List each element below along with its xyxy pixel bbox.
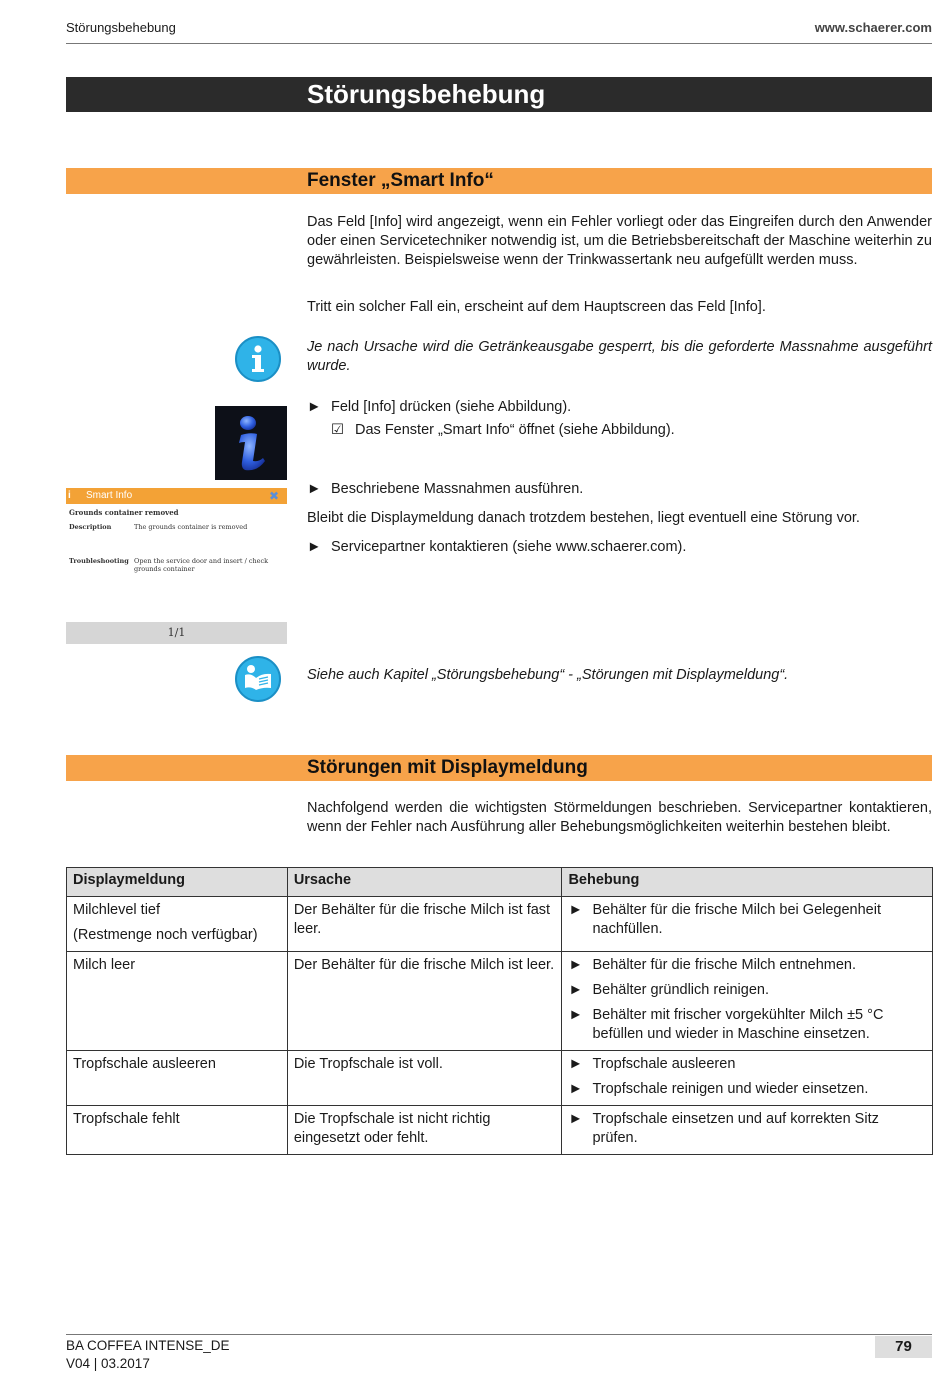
section-title-display-messages: Störungen mit Displaymeldung (307, 757, 588, 778)
screenshot-heading: Grounds container removed (69, 508, 179, 517)
remedy-text: Behälter mit frischer vorgekühlter Milch ±5 °C befüllen und wieder in Maschine einsetzen. (592, 1007, 884, 1042)
note-beverage-blocked: Je nach Ursache wird die Getränkeausgabe gesperrt, bis die geforderte Massnahme ausgeführt wurde. (307, 339, 932, 374)
smart-info-occurrence: Tritt ein solcher Fall ein, erscheint auf dem Hauptscreen das Feld [Info]. (307, 299, 766, 315)
remedy-item (568, 1110, 926, 1148)
screenshot-info-icon: i (68, 490, 71, 501)
remedy-item (568, 901, 926, 939)
step-contact-service (307, 538, 932, 557)
header-cause: Ursache (287, 868, 562, 897)
remark-persisting-message: Bleibt die Displaymeldung danach trotzdem bestehen, liegt eventuell eine Störung vor. (307, 510, 860, 526)
arrow-icon: ► (568, 1007, 583, 1023)
smart-info-intro: Das Feld [Info] wird angezeigt, wenn ein Fehler vorliegt oder das Eingreifen durch den Anwender oder einen Servicetechniker notwendig ist, um die Betriebsbereitschaft der Maschine weiterhin zu gewährleisten. Beispielsweise wenn der Trinkwassertank neu aufgefüllt werden muss. (307, 214, 932, 268)
cell-remedy (562, 952, 933, 1051)
info-button-image (215, 406, 287, 480)
result-window-opens-text: Das Fenster „Smart Info“ öffnet (siehe Abbildung). (355, 422, 675, 438)
footer-document-name: BA COFFEA INTENSE_DE (66, 1338, 230, 1353)
table-row (67, 952, 933, 1051)
manual-reference-icon (235, 656, 281, 702)
footer-version: V04 | 03.2017 (66, 1356, 150, 1371)
footer-divider (66, 1334, 932, 1335)
remedy-text: Tropfschale reinigen und wieder einsetzen. (592, 1081, 869, 1097)
table-row (67, 1106, 933, 1155)
page-number: 79 (875, 1336, 932, 1358)
smart-info-screenshot (66, 488, 287, 644)
table-row (67, 1051, 933, 1106)
screenshot-description-value: The grounds container is removed (134, 523, 248, 531)
arrow-icon: ► (307, 539, 322, 555)
remedy-item (568, 1080, 926, 1099)
remedy-item (568, 981, 926, 1000)
result-window-opens (331, 421, 931, 440)
screenshot-title: Smart Info (86, 490, 133, 501)
arrow-icon: ► (568, 902, 583, 918)
step-press-info-text: Feld [Info] drücken (siehe Abbildung). (331, 399, 572, 415)
remedy-item (568, 1055, 926, 1074)
cell-remedy (562, 897, 933, 952)
info-icon (235, 336, 281, 382)
screenshot-description-label: Description (69, 523, 112, 531)
remedy-text: Behälter für die frische Milch bei Gelegenheit nachfüllen. (592, 902, 881, 937)
remedy-item (568, 1006, 926, 1044)
running-header-title: Störungsbehebung (66, 20, 176, 35)
step-execute-measures-text: Beschriebene Massnahmen ausführen. (331, 481, 584, 497)
remedy-text: Tropfschale ausleeren (592, 1056, 736, 1072)
header-display-message: Displaymeldung (67, 868, 288, 897)
remedy-text: Behälter für die frische Milch entnehmen. (592, 957, 857, 973)
cell-remedy (562, 1051, 933, 1106)
remedy-text: Behälter gründlich reinigen. (592, 982, 769, 998)
cell-message: Milch leer (67, 952, 288, 1051)
cell-cause: Der Behälter für die frische Milch ist fast leer. (287, 897, 562, 952)
arrow-icon: ► (307, 399, 322, 415)
screenshot-pager: 1/1 (66, 622, 287, 644)
header-remedy: Behebung (562, 868, 933, 897)
screenshot-troubleshooting-value: Open the service door and insert / check grounds container (134, 557, 269, 573)
screenshot-close-icon: ✖ (269, 489, 280, 503)
remedy-text: Tropfschale einsetzen und auf korrekten Sitz prüfen. (592, 1111, 879, 1146)
website-link[interactable]: www.schaerer.com (814, 20, 932, 35)
arrow-icon: ► (568, 1081, 583, 1097)
message-note: (Restmenge noch verfügbar) (73, 927, 258, 943)
arrow-icon: ► (568, 1056, 583, 1072)
arrow-icon: ► (568, 1111, 583, 1127)
header-divider (66, 43, 932, 44)
section-bar-smart-info (66, 168, 932, 194)
step-execute-measures (307, 480, 932, 499)
screenshot-troubleshooting-label: Troubleshooting (69, 557, 129, 565)
checkbox-icon: ☑ (331, 422, 344, 438)
arrow-icon: ► (307, 481, 322, 497)
table-row (67, 897, 933, 952)
cell-cause: Die Tropfschale ist voll. (287, 1051, 562, 1106)
chapter-title: Störungsbehebung (307, 79, 546, 109)
error-table (66, 867, 933, 1155)
table-header-row (67, 868, 933, 897)
arrow-icon: ► (568, 957, 583, 973)
step-contact-service-text: Servicepartner kontaktieren (siehe www.schaerer.com). (331, 539, 687, 555)
message-text: Milchlevel tief (73, 902, 161, 918)
cell-cause: Die Tropfschale ist nicht richtig eingesetzt oder fehlt. (287, 1106, 562, 1155)
cell-message: Tropfschale ausleeren (67, 1051, 288, 1106)
remedy-item (568, 956, 926, 975)
display-messages-intro: Nachfolgend werden die wichtigsten Störmeldungen beschrieben. Servicepartner kontaktieren, wenn der Fehler nach Ausführung aller Behebungsmöglichkeiten weiterhin bestehen bleibt. (307, 800, 932, 835)
cell-message (67, 897, 288, 952)
arrow-icon: ► (568, 982, 583, 998)
cell-remedy (562, 1106, 933, 1155)
cell-cause: Der Behälter für die frische Milch ist leer. (287, 952, 562, 1051)
cell-message: Tropfschale fehlt (67, 1106, 288, 1155)
see-also-reference: Siehe auch Kapitel „Störungsbehebung“ - „Störungen mit Displaymeldung“. (307, 667, 789, 683)
step-press-info (307, 398, 932, 417)
section-title-smart-info: Fenster „Smart Info“ (307, 170, 494, 191)
